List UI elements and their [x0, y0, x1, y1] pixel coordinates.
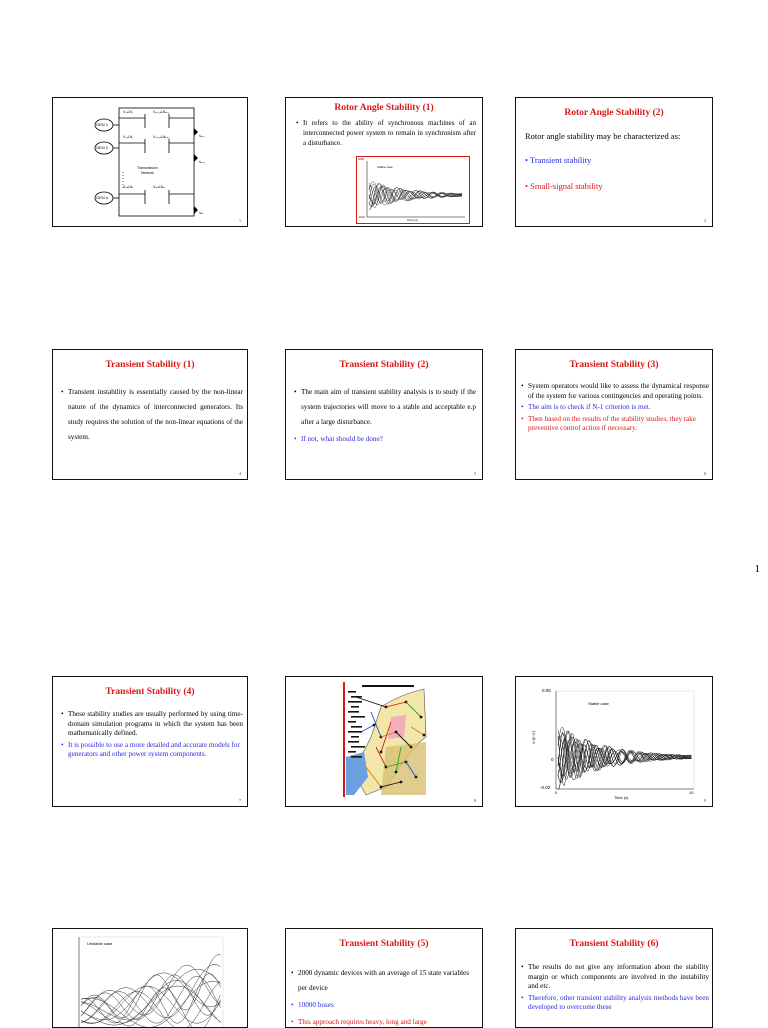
trajectory-line	[81, 986, 221, 1023]
bus-label: V₁∠θ₁	[123, 110, 133, 114]
slide-8-network-map	[285, 676, 483, 807]
map-legend-text	[351, 726, 362, 728]
slide-page-number: 9	[704, 798, 706, 803]
slide-title: Transient Stability (3)	[569, 360, 659, 370]
plot-ybottom: -0.02	[540, 785, 551, 790]
slide-page-number: 4	[239, 471, 241, 476]
map-bus-node	[420, 716, 423, 719]
plot-ybottom: -0.02	[358, 215, 365, 219]
bullet-item: • 10000 buses	[291, 1001, 334, 1009]
bullet-item: • Then based on the results of the stability studies, they take preventive control action if necessary.	[521, 414, 696, 432]
map-legend-text	[348, 741, 359, 743]
slide-page-number: 6	[704, 471, 706, 476]
plot-ytop: 0.05	[358, 157, 364, 161]
trajectory-line	[81, 955, 221, 1018]
slide-page-number: 8	[474, 798, 476, 803]
bus-label: Vₙ∠θₙ	[123, 185, 134, 189]
bullet-item: • If not, what should be done?	[294, 435, 383, 443]
bullet-item: • It refers to the ability of synchronous machines of an interconnected power system to remain in synchronism after a disturbance.	[296, 119, 476, 147]
map-legend-text	[348, 721, 356, 723]
plot-xright: 10	[689, 790, 694, 795]
slide-4-transient-1	[52, 349, 248, 480]
bus-label: Vₙ₊₁∠θₙ₊₁	[153, 110, 170, 114]
map-legend-text	[351, 736, 359, 738]
stable-plot-thumbnail	[357, 157, 469, 223]
gen-1-label: GEN 1	[96, 122, 109, 127]
map-bus-node	[400, 781, 403, 784]
bus-label: Vₙ₊₂∠θₙ₊₂	[153, 135, 170, 139]
map-legend-text	[348, 701, 362, 703]
bullet-item: • The results do not give any information about the stability margin or which components are involved in the instability and etc.	[521, 963, 709, 990]
slide-5-transient-2	[285, 349, 483, 480]
slide-page-number: 5	[474, 471, 476, 476]
plot-xlabel: Time (s)	[614, 795, 629, 800]
bullet-item: • The aim is to check if N-1 criterion is met.	[521, 403, 651, 411]
slide-7-transient-4	[52, 676, 248, 807]
map-legend-text	[348, 751, 356, 753]
slide-6-transient-3	[515, 349, 713, 480]
slide-page-number: 3	[704, 218, 706, 223]
map-legend-text	[348, 711, 359, 713]
plot-xleft: 0	[555, 790, 558, 795]
map-legend-text	[351, 716, 365, 718]
bullet-item: • System operators would like to assess the dynamical response of the system for various contingencies and operating points.	[521, 382, 709, 400]
trajectory-line	[369, 184, 462, 210]
bullet-item: • It is possible to use a more detailed and accurate models for generators and other power system components.	[61, 740, 240, 758]
plot-ylabel: ω (p.u.)	[530, 730, 536, 745]
plot-xlabel: Time (s)	[407, 218, 418, 222]
bus-label: V₂∠θ₂	[123, 135, 134, 139]
map-bus-node	[373, 724, 376, 727]
load-label: Sₙ₊₁	[199, 134, 205, 138]
bullet-item: • Transient instability is essentially caused by the non-linear nature of the dynamics of interconnected generators. Its study requires the solution of the non-linear equations of the system.	[61, 388, 243, 441]
slide-title: Transient Stability (4)	[105, 687, 195, 697]
map-bus-node	[423, 734, 426, 737]
slide-title: Transient Stability (6)	[569, 939, 659, 949]
slide-intro: Rotor angle stability may be characterized as:	[525, 131, 681, 141]
map-legend-text	[348, 731, 362, 733]
power-grid-map	[286, 677, 483, 807]
bus-label: Vₘ∠θₘ	[153, 185, 165, 189]
slide-10-unstable-case-chart	[52, 928, 248, 1028]
slide-title: Transient Stability (2)	[339, 360, 429, 370]
map-legend-text	[348, 691, 356, 693]
slide-11-transient-5	[285, 928, 483, 1028]
slide-title: Transient Stability (5)	[339, 939, 429, 949]
plot-ytop: 0.05	[542, 688, 551, 693]
plot-yzero: 0	[551, 757, 554, 762]
unstable-case-plot	[53, 929, 248, 1028]
map-legend-text	[351, 696, 362, 698]
slide-12-transient-6	[515, 928, 713, 1028]
map-legend-text	[351, 746, 365, 748]
plot-caption: Stable case	[588, 701, 609, 706]
load-label: Sₘ	[199, 211, 203, 215]
bullet-item: • 2000 dynamic devices with an average of 15 state variables per device	[291, 969, 470, 992]
map-bus-node	[395, 771, 398, 774]
plot-caption: Stable case	[377, 165, 393, 169]
map-bus-node	[415, 776, 418, 779]
map-legend-text	[351, 706, 359, 708]
map-bus-node	[410, 746, 413, 749]
slide-title: Transient Stability (1)	[105, 360, 195, 370]
stable-plot-frame	[356, 156, 470, 224]
bullet-item: • Small-signal stability	[525, 181, 603, 191]
page-number: 1	[754, 563, 760, 575]
plot-caption: Unstable case	[87, 941, 113, 946]
slide-page-number: 1	[239, 218, 241, 223]
gen-2-label: GEN 2	[96, 145, 109, 150]
map-bus-node	[380, 751, 383, 754]
load-label: Sₙ₊₂	[199, 160, 205, 164]
bullet-item: • These stability studies are usually performed by using time-domain simulation programs in which the system has been mathematically defined.	[61, 710, 243, 737]
map-legend-text	[351, 756, 362, 758]
slide-9-stable-case-chart	[515, 676, 713, 807]
bullet-item: • Therefore, other transient stability analysis methods have been developed to overcome these	[521, 993, 709, 1011]
slide-2-rotor-angle-1	[285, 97, 483, 227]
map-header-text	[362, 685, 414, 687]
slide-title: Rotor Angle Stability (1)	[334, 103, 434, 113]
bullet-item: • Transient stability	[525, 155, 592, 165]
network-diagram	[53, 98, 248, 227]
bullet-item: • The main aim of transient stability analysis is to study if the system trajectories will move to a stable and acceptable e.p after a large disturbance.	[294, 388, 476, 426]
slide-page-number: 7	[239, 798, 241, 803]
slide-3-rotor-angle-2	[515, 97, 713, 227]
slide-title: Rotor Angle Stability (2)	[564, 108, 664, 118]
network-label-2: Network	[141, 171, 154, 175]
network-label-1: Transmission	[137, 166, 158, 170]
slide-1-network-diagram	[52, 97, 248, 227]
gen-n-label: GEN n	[96, 195, 109, 200]
bullet-item: • This approach requires heavy, long and large	[291, 1018, 427, 1026]
